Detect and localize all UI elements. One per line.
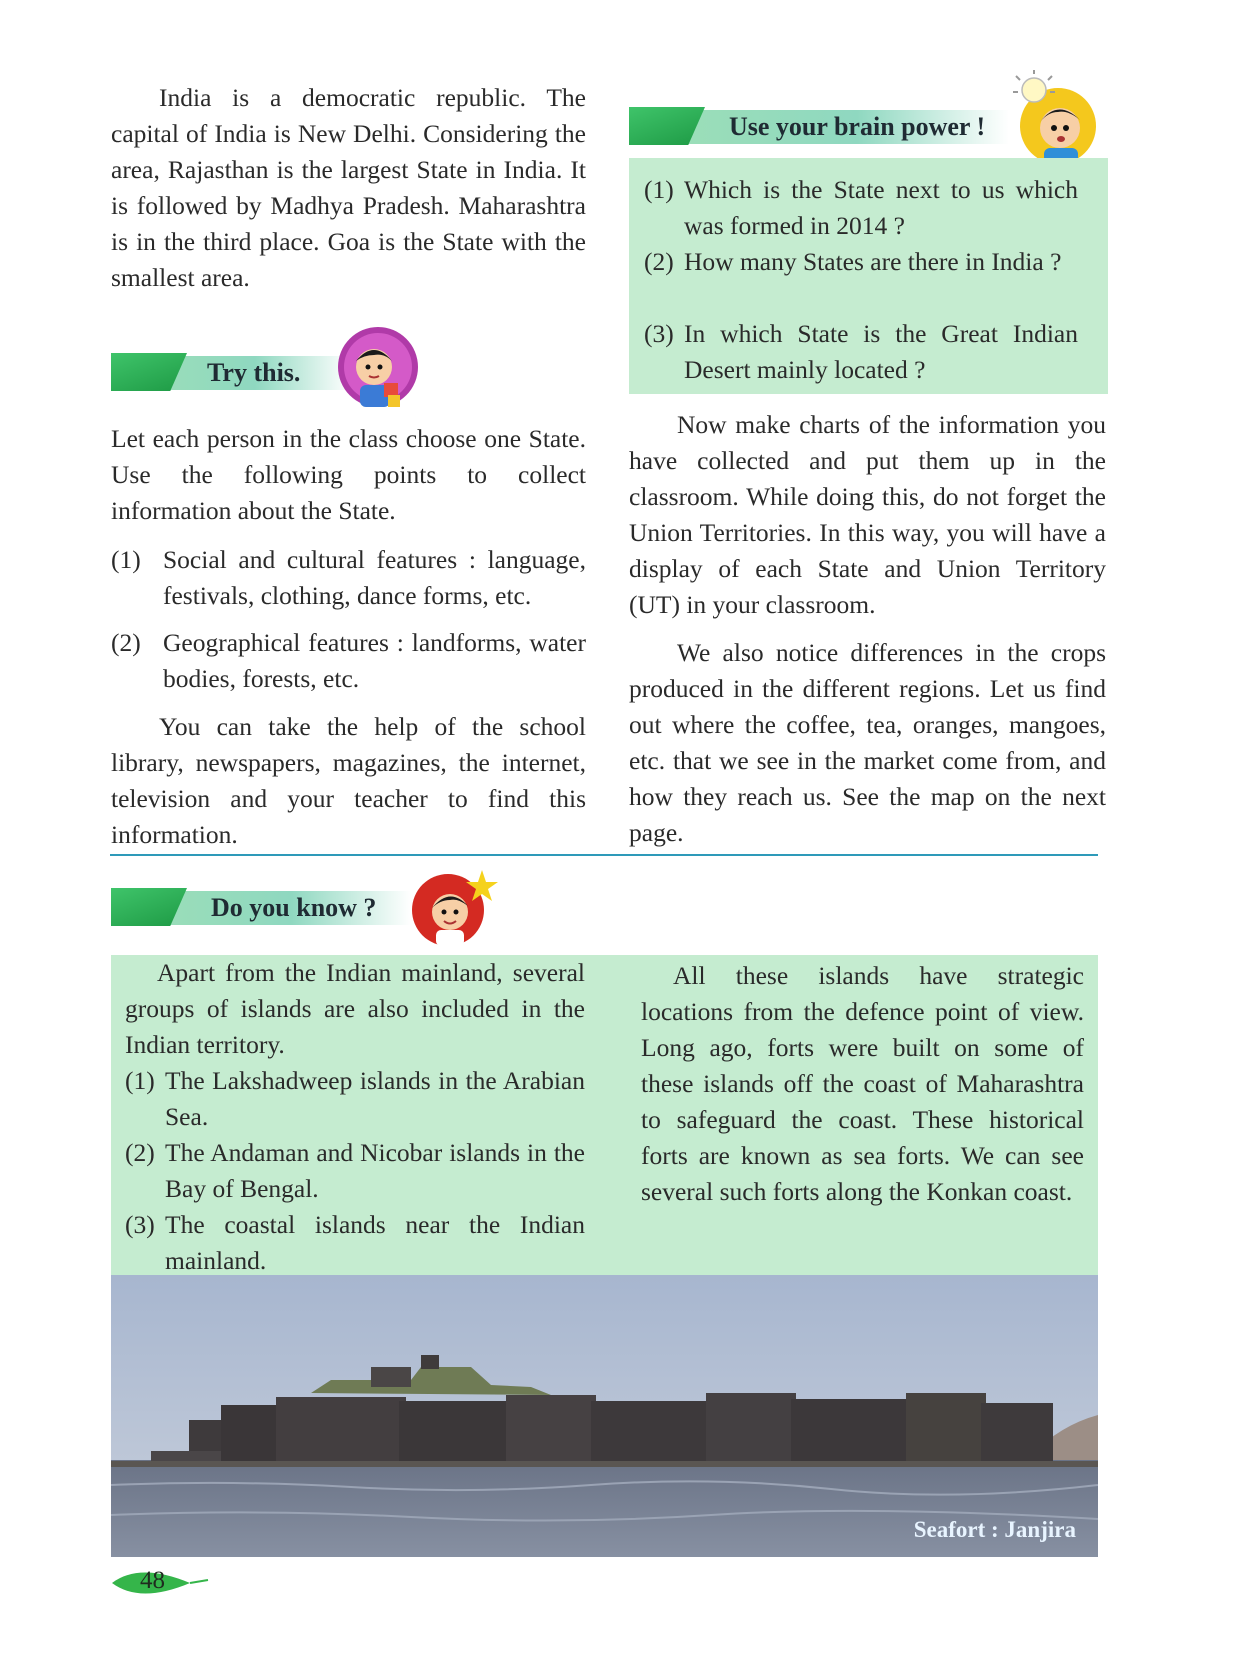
point-text: Social and cultural features : language, festivals, clothing, dance forms, etc. xyxy=(163,545,586,610)
question-number: (1) xyxy=(644,175,674,204)
charts-paragraph: Now make charts of the information you have collected and put them up in the classroom. While doing this, do not forget the Union Territories. In this way, you will have a display of each State and Union Territory (UT) in your classroom. xyxy=(629,410,1106,619)
try-this-banner xyxy=(111,353,351,391)
lightbulb-child-icon xyxy=(1004,70,1106,170)
question-item xyxy=(644,244,1078,280)
question-number: (3) xyxy=(644,319,674,348)
island-number: (1) xyxy=(125,1066,155,1095)
seafort-photo xyxy=(111,1275,1098,1557)
island-text: The Lakshadweep islands in the Arabian Sea. xyxy=(165,1066,585,1131)
sea-forts-paragraph: All these islands have strategic locations from the defence point of view. Long ago, forts were built on some of these islands off the coast of Maharashtra to safeguard the coast. These historical forts are known as sea forts. We can see several such forts along the Konkan coast. xyxy=(641,961,1084,1206)
island-item xyxy=(125,1063,585,1135)
point-text: Geographical features : landforms, water bodies, forests, etc. xyxy=(163,628,586,693)
island-item xyxy=(125,1207,585,1279)
question-number: (2) xyxy=(644,247,674,276)
intro-paragraph: India is a democratic republic. The capital of India is New Delhi. Considering the area, Rajasthan is the largest State in India. It is followed by Madhya Pradesh. Maharashtra is in the third place. Goa is the State with the smallest area. xyxy=(111,83,586,292)
island-item xyxy=(125,1135,585,1207)
child-thinking-icon xyxy=(334,325,424,415)
try-this-closing: You can take the help of the school library, newspapers, magazines, the internet, television and your teacher to find this information. xyxy=(111,712,586,849)
star-child-icon xyxy=(408,866,500,950)
islands-intro: Apart from the Indian mainland, several groups of islands are also included in the Indian territory. xyxy=(125,958,585,1059)
crops-paragraph: We also notice differences in the crops produced in the different regions. Let us find out where the coffee, tea, oranges, mangoes, etc. that we see in the market come from, and how they reach us. See the map on the next page. xyxy=(629,638,1106,847)
question-item xyxy=(644,172,1078,244)
question-text: In which State is the Great Indian Desert mainly located ? xyxy=(684,319,1078,384)
island-number: (3) xyxy=(125,1210,155,1239)
island-text: The Andaman and Nicobar islands in the Bay of Bengal. xyxy=(165,1138,585,1203)
page-number: 48 xyxy=(140,1567,165,1594)
question-text: How many States are there in India ? xyxy=(684,247,1062,276)
island-text: The coastal islands near the Indian mainland. xyxy=(165,1210,585,1275)
try-this-point xyxy=(111,542,586,614)
brain-power-heading: Use your brain power ! xyxy=(729,112,986,141)
seafort-image xyxy=(111,1275,1098,1557)
section-divider xyxy=(110,854,1098,856)
point-number: (1) xyxy=(111,545,141,574)
do-you-know-heading: Do you know ? xyxy=(211,893,377,922)
island-number: (2) xyxy=(125,1138,155,1167)
try-this-point xyxy=(111,625,586,697)
point-number: (2) xyxy=(111,628,141,657)
try-this-text: Let each person in the class choose one State. Use the following points to collect information about the State. xyxy=(111,424,586,525)
photo-caption: Seafort : Janjira xyxy=(913,1517,1076,1542)
do-you-know-banner xyxy=(111,888,411,926)
question-item xyxy=(644,316,1078,388)
question-text: Which is the State next to us which was formed in 2014 ? xyxy=(684,175,1078,240)
try-this-heading: Try this. xyxy=(207,358,301,387)
brain-power-banner xyxy=(629,107,1009,145)
